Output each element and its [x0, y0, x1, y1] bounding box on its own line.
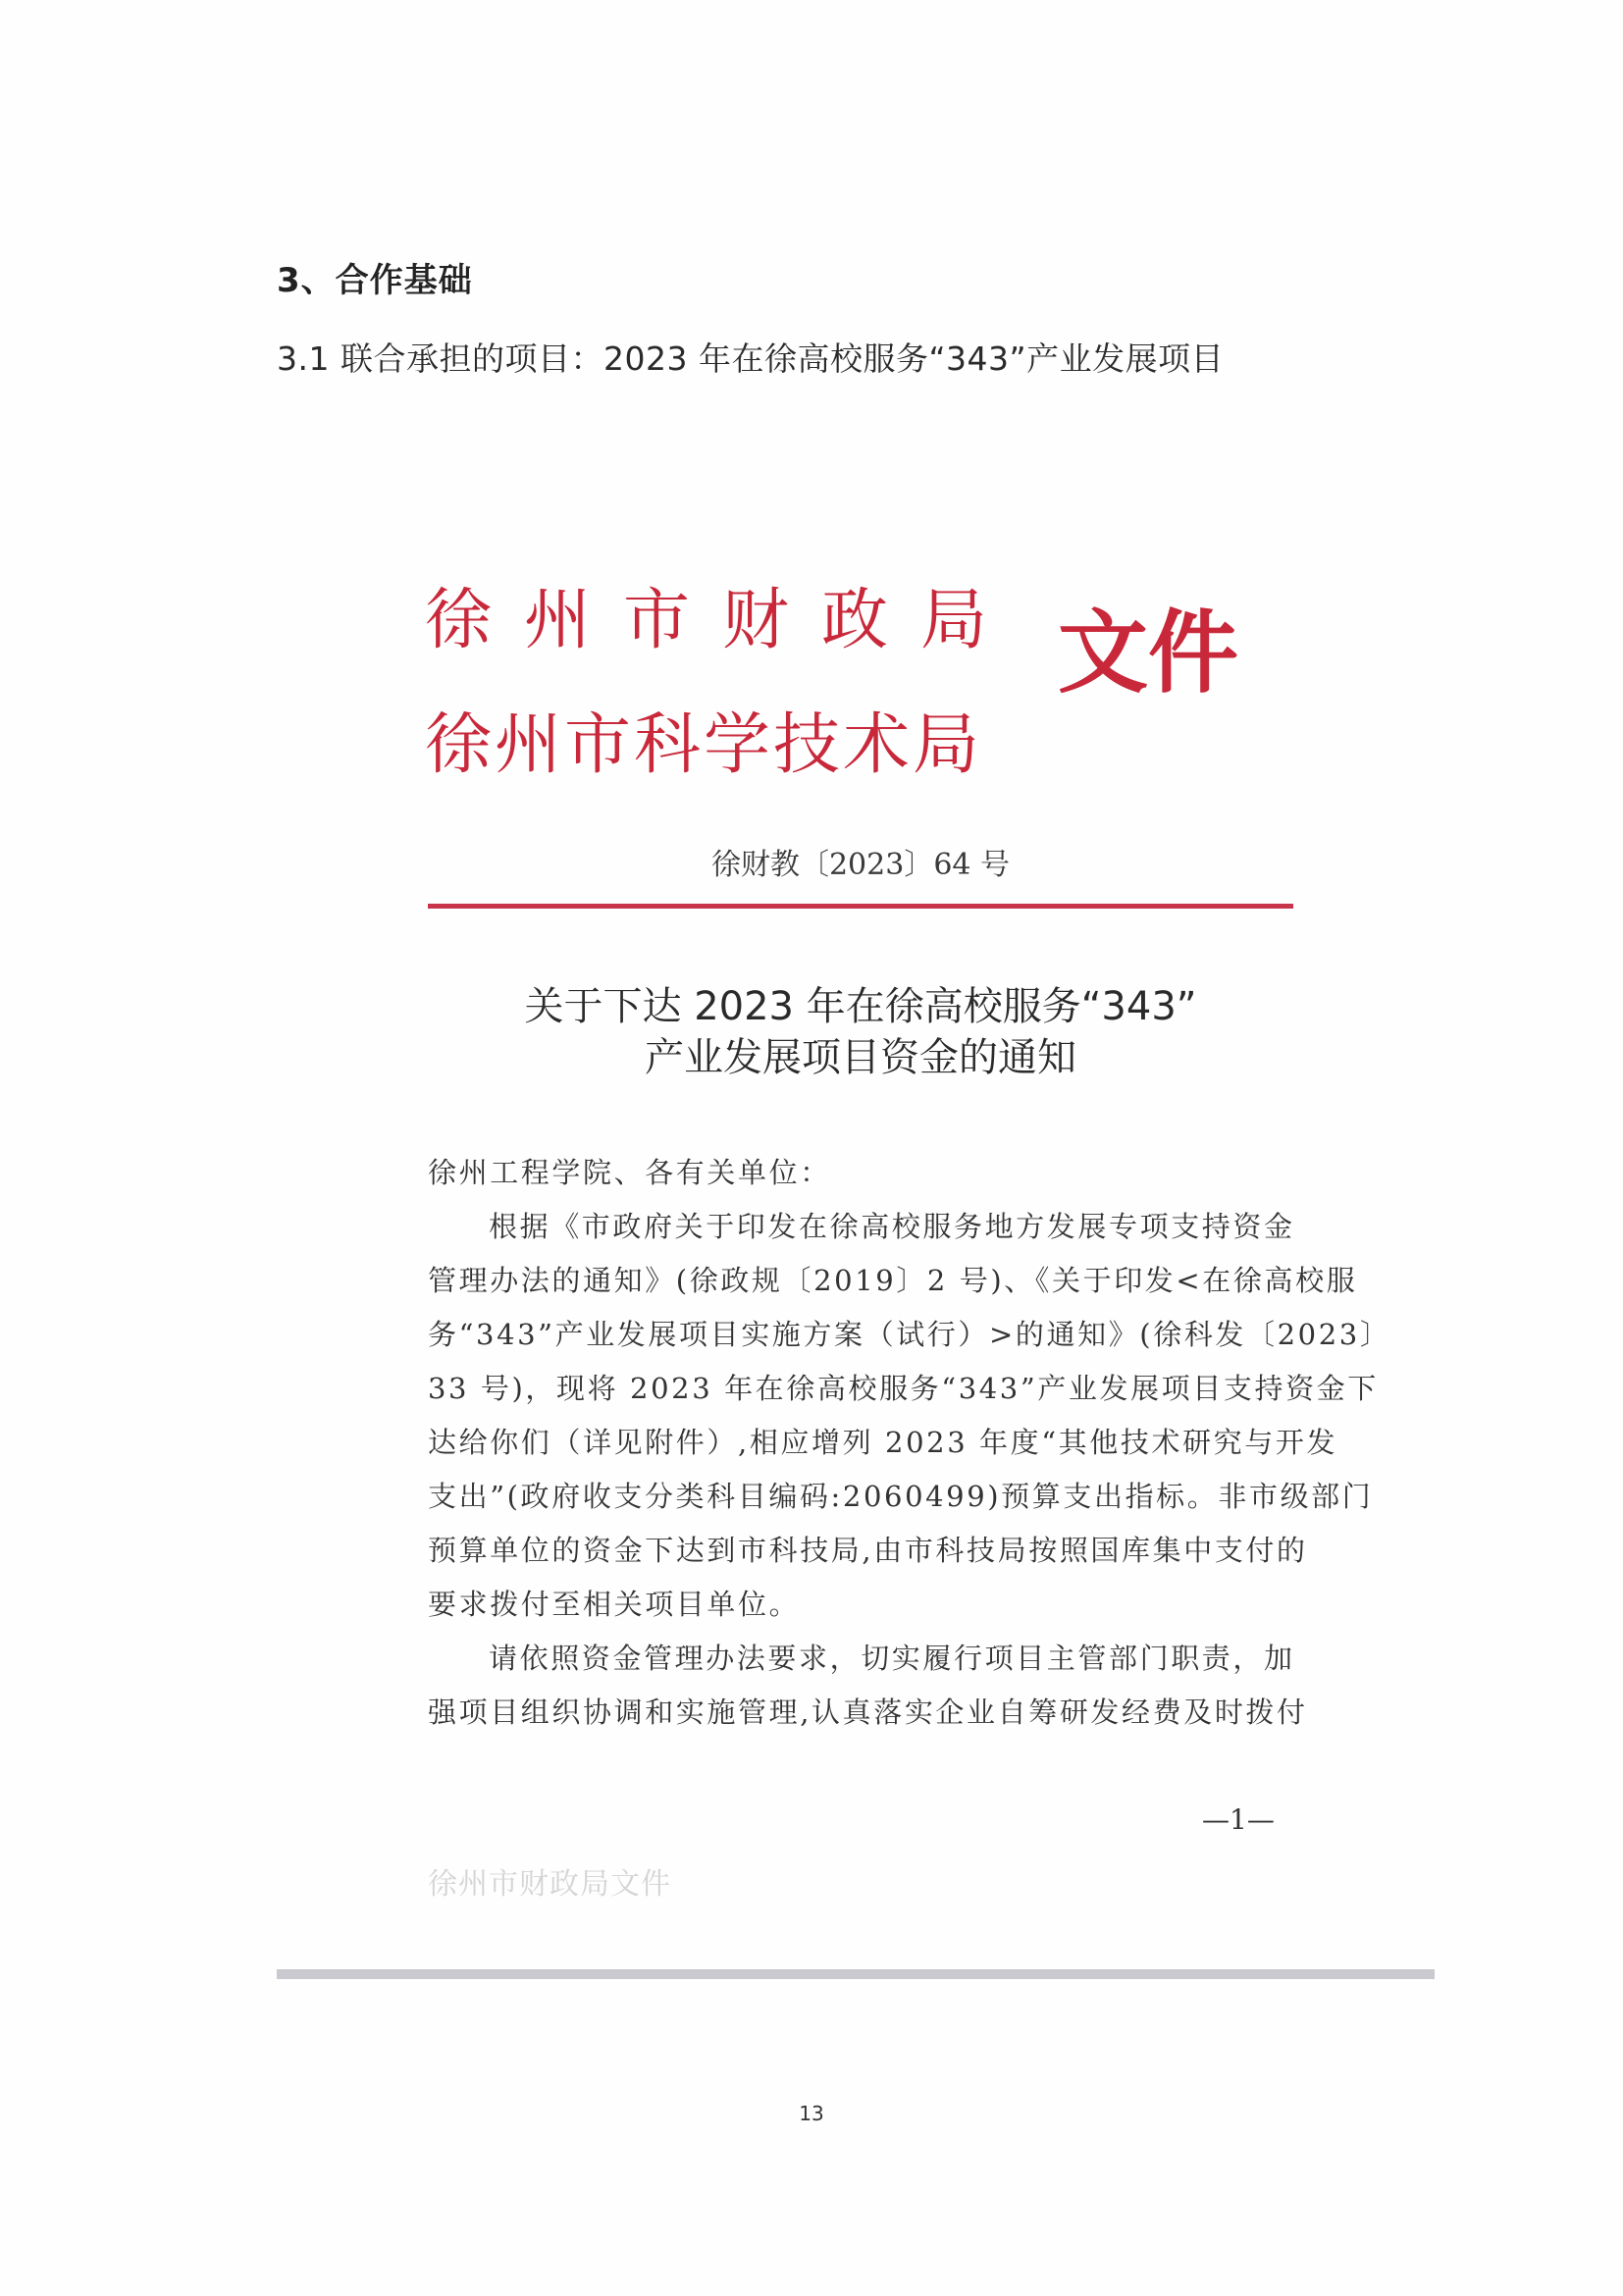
document-number: 徐财教〔2023〕64 号 [710, 848, 1011, 882]
notice-title-line-2: 产业发展项目资金的通知 [645, 1035, 1076, 1080]
section-heading: 3、合作基础 [277, 261, 473, 300]
body-line: 根据《市政府关于印发在徐高校服务地方发展专项支持资金 [489, 1210, 1295, 1243]
body-line: 管理办法的通知》(徐政规〔2019〕2 号)、《关于印发<在徐高校服 [428, 1264, 1358, 1297]
issuer-finance-bureau: 徐州市财政局 [425, 582, 1021, 659]
red-divider [428, 904, 1293, 909]
page-number: 13 [799, 2102, 824, 2125]
notice-title [428, 981, 1293, 1083]
issuer-science-bureau: 徐州市科学技术局 [425, 706, 983, 784]
notice-body [428, 1146, 1391, 1740]
body-line: 务“343”产业发展项目实施方案（试行）>的通知》(徐科发〔2023〕 [428, 1318, 1391, 1351]
notice-title-line-1: 关于下达 2023 年在徐高校服务“343” [524, 984, 1197, 1029]
addressee: 徐州工程学院、各有关单位： [428, 1156, 831, 1189]
faded-bleedthrough-text: 徐州市财政局文件 [428, 1867, 671, 1902]
body-line: 要求拨付至相关项目单位。 [428, 1588, 801, 1621]
body-line: 支出”(政府收支分类科目编码:2060499)预算支出指标。非市级部门 [428, 1480, 1374, 1513]
scan-page-marker: —1— [1202, 1803, 1275, 1836]
body-line: 强项目组织协调和实施管理,认真落实企业自筹研发经费及时拨付 [428, 1696, 1308, 1729]
body-line: 33 号)，现将 2023 年在徐高校服务“343”产业发展项目支持资金下 [428, 1372, 1379, 1405]
subsection-heading: 3.1 联合承担的项目：2023 年在徐高校服务“343”产业发展项目 [277, 339, 1225, 378]
document-label: 文件 [1058, 600, 1239, 705]
body-line: 达给你们（详见附件）,相应增列 2023 年度“其他技术研究与开发 [428, 1426, 1338, 1459]
image-bottom-border [277, 1969, 1435, 1979]
body-line: 预算单位的资金下达到市科技局,由市科技局按照国库集中支付的 [428, 1534, 1308, 1567]
body-line: 请依照资金管理办法要求，切实履行项目主管部门职责，加 [489, 1642, 1295, 1675]
